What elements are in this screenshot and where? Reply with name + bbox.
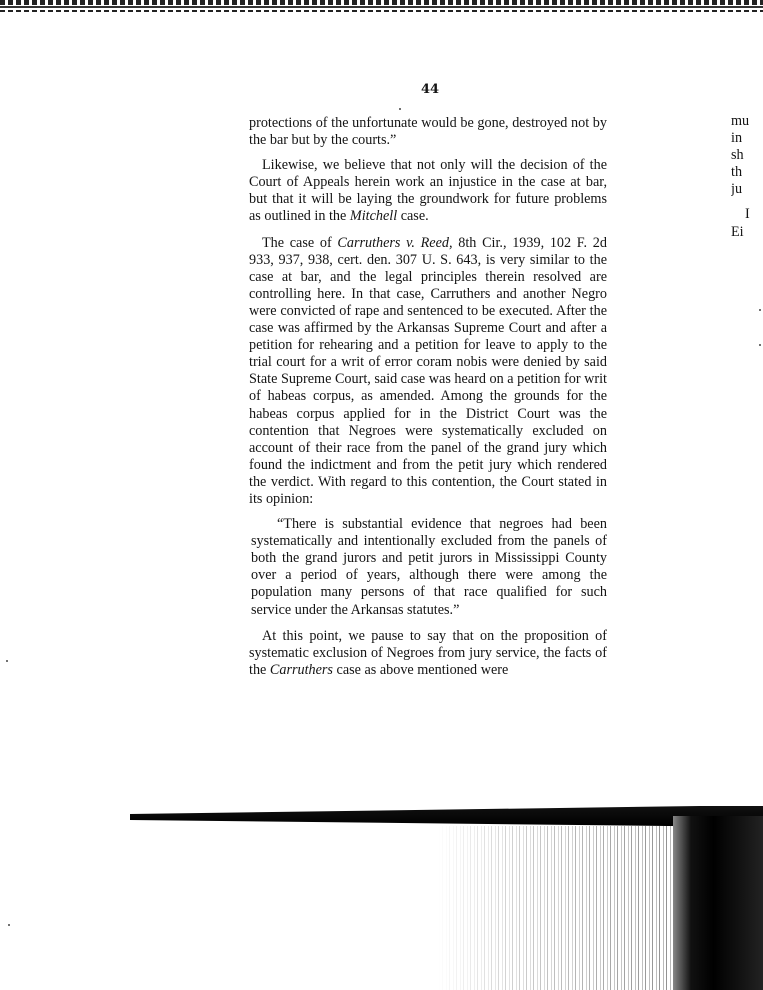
paragraph-text: The case of — [262, 234, 338, 251]
paragraph-text: protections of the unfortunate would be gone, destroyed not by the bar but by the courts.” — [249, 115, 607, 149]
scan-speck — [759, 344, 761, 346]
quote-text: “There is substantial evidence that negroes had been systematically and intentionally excluded from the panels of both the grand jurors and petit jurors in Mississippi County over a period of years, although there were among the population many persons of that race qualified for such service under the Arkansas statutes.” — [251, 516, 607, 618]
block-quote — [249, 516, 607, 619]
edge-gap — [731, 198, 763, 206]
scan-bottom-shadow — [130, 806, 763, 826]
paragraph-continuation — [249, 115, 607, 149]
case-name-italic: Carruthers — [269, 661, 333, 678]
page-number: 44 — [420, 82, 440, 97]
edge-line: ju — [731, 181, 743, 198]
edge-line: th — [731, 164, 743, 181]
paragraph-likewise — [249, 157, 607, 225]
scan-speck — [759, 309, 761, 311]
case-name-italic: Mitchell — [349, 208, 398, 225]
scan-top-rule — [0, 6, 763, 8]
edge-line: sh — [731, 147, 744, 164]
paragraph-text: case. — [397, 208, 429, 225]
scan-speck — [6, 660, 8, 662]
paragraph-pause — [249, 628, 607, 679]
paragraph-text: 8th Cir., 1939, 102 F. 2d 933, 937, 938, cert. den. 307 U. S. 643, is very similar to the case at bar, and the legal principles therein resolved are controlling here. In that case, Carruthers and another Negro were convicted of rape and sentenced to be executed. After the case was affirmed by the Arkansas Supreme Court and after a petition for rehearing and a petition for leave to apply to the trial court for a writ of error coram nobis were denied by said State Supreme Court, said case was heard on a petition for writ of habeas corpus, as amended. Among the grounds for the habeas corpus applied for in the District Court was the contention that Negroes were systematically excluded on account of their race from the panel of the grand jury which found the indictment and from the petit jury which rendered the verdict. With regard to this contention, the Court stated in its opinion: — [249, 234, 607, 507]
paragraph-carruthers — [249, 235, 607, 509]
scan-noise-stripes — [435, 826, 675, 990]
paragraph-text: case as above mentioned were — [332, 661, 509, 678]
paragraph-text: At this point, we pause to say that on the proposition of systematic exclusion of Negroes from jury service, the facts of the — [249, 627, 607, 678]
paragraph-text: Likewise, we believe that not only will the decision of the Court of Appeals herein work an injustice in the case at bar, but that it will be laying the groundwork for future problems as outlined in the — [249, 157, 607, 225]
edge-line: Ei — [731, 223, 744, 240]
edge-line: I — [745, 206, 750, 223]
case-name-italic: Carruthers v. Reed, — [337, 234, 453, 251]
scan-speck — [399, 108, 401, 110]
edge-line: mu — [731, 113, 750, 129]
scan-speck — [8, 924, 10, 926]
next-page-edge-text — [731, 113, 763, 241]
scan-dark-edge — [673, 816, 763, 990]
edge-line: in — [731, 130, 743, 147]
page-body — [249, 115, 607, 679]
